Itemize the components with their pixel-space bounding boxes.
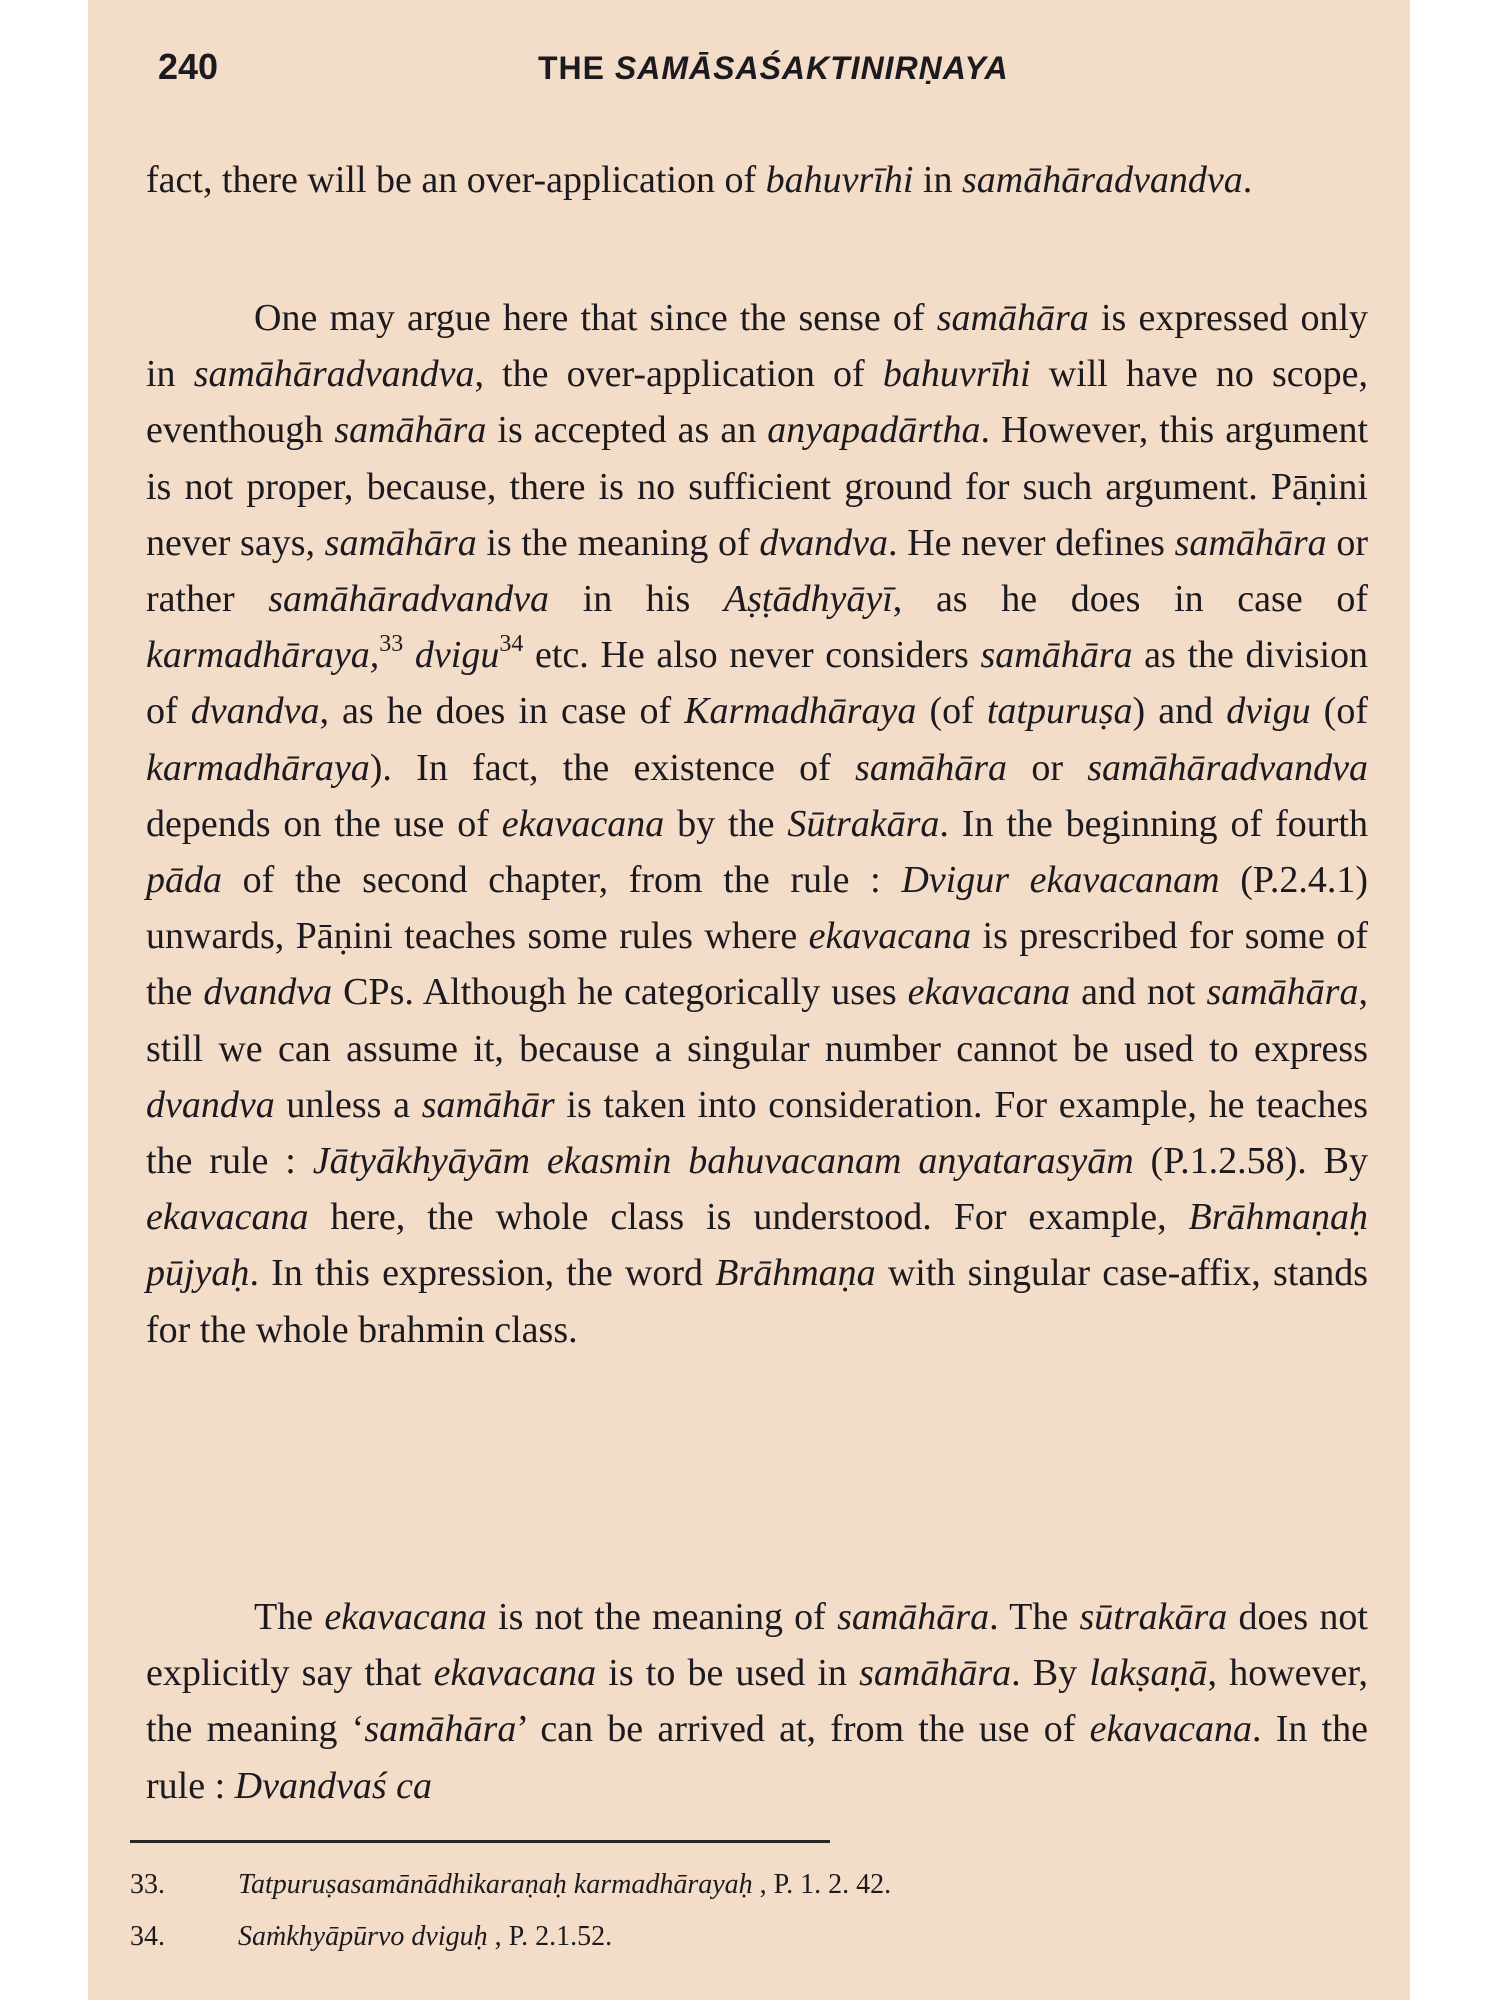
- italic-term: ekavacana: [433, 1652, 597, 1695]
- italic-term: pāda: [146, 859, 222, 902]
- text-run: One may argue here that since the sense of: [254, 297, 937, 339]
- text-run: (P.1.2.58). By: [1133, 1140, 1369, 1183]
- italic-term: dvandva: [759, 521, 889, 564]
- italic-term: ekavacana: [501, 802, 665, 845]
- text-run: ) and: [1132, 690, 1227, 733]
- italic-term: dvigu: [1226, 690, 1311, 733]
- italic-term: karmadhāraya,: [146, 634, 380, 677]
- text-run: here, the whole class is understood. For example,: [308, 1196, 1189, 1239]
- italic-term: karmadhāraya: [146, 746, 370, 789]
- footnote-text: [238, 1920, 612, 1954]
- footnote-divider: [130, 1840, 830, 1843]
- text-run: The: [254, 1596, 325, 1638]
- footnote-number: 33.: [130, 1869, 165, 1900]
- italic-term: ekavacana: [907, 971, 1071, 1014]
- text-run: and not: [1070, 971, 1207, 1014]
- italic-term: Karmadhāraya: [684, 690, 917, 733]
- italic-term: sūtrakāra: [1079, 1596, 1228, 1638]
- italic-term: bahuvrīhi: [765, 159, 914, 201]
- italic-term: Dvigur ekavacanam: [901, 859, 1220, 902]
- text-run: is to be used in: [596, 1652, 860, 1695]
- text-run: , as he does in case of: [892, 578, 1369, 621]
- text-run: is the meaning of: [476, 521, 760, 564]
- text-run: . The: [989, 1596, 1080, 1638]
- italic-term: lakṣaṇā: [1089, 1652, 1208, 1695]
- italic-term: dvigu: [414, 634, 500, 677]
- italic-term: Dvandvaś ca: [234, 1764, 432, 1807]
- text-run: (P.2.4.1) unwards, Pāṇini teaches some rules where: [146, 859, 1368, 958]
- footnote-marker[interactable]: 33: [379, 631, 404, 658]
- italic-term: samāhāra: [1206, 971, 1359, 1014]
- italic-term: samāhāra: [980, 634, 1133, 677]
- footnote-text: [238, 1868, 891, 1902]
- italic-term: samāhāradvandva: [961, 159, 1243, 201]
- italic-term: Jātyākhyāyām ekasmin bahuvacanam anyatarasyām: [312, 1140, 1134, 1183]
- italic-term: samāhāradvandva: [268, 578, 550, 621]
- italic-term: samāhāra: [1174, 521, 1327, 564]
- italic-term: Brāhmaṇa: [715, 1252, 876, 1295]
- italic-term: dvandva: [203, 971, 333, 1014]
- book-page: [88, 0, 1410, 2000]
- text-run: is taken into consideration. For example, he teaches the rule :: [146, 1083, 1368, 1183]
- italic-term: samāhāradvandva: [1087, 746, 1369, 789]
- footnote-reference: , P. 1. 2. 42.: [752, 1869, 892, 1900]
- text-run: ). In fact, the existence of: [369, 746, 856, 789]
- text-run: does not explicitly say that: [146, 1596, 1368, 1695]
- running-title: [538, 50, 1009, 87]
- italic-term: dvandva: [190, 690, 320, 733]
- italic-term: samāhāra: [837, 1596, 990, 1638]
- italic-term: tatpuruṣa: [986, 690, 1133, 733]
- italic-term: ekavacana: [146, 1196, 309, 1239]
- text-run: unless a: [274, 1083, 422, 1126]
- text-run: or: [1007, 746, 1088, 789]
- italic-term: samāhāra: [859, 1652, 1012, 1695]
- text-run: . By: [1011, 1652, 1090, 1695]
- italic-term: Aṣṭādhyāyī: [723, 578, 893, 621]
- text-run: in: [913, 159, 962, 201]
- text-run: . He never defines: [888, 521, 1175, 564]
- text-run: . In this expression, the word: [249, 1252, 716, 1295]
- text-run: depends on the use of: [146, 802, 502, 845]
- footnote-reference: , P. 2.1.52.: [487, 1921, 613, 1952]
- italic-term: dvandva: [146, 1083, 275, 1126]
- text-run: [403, 634, 415, 676]
- footnote-citation: Tatpuruṣasamānādhikaraṇaḥ karmadhārayaḥ: [238, 1869, 753, 1900]
- text-run: in his: [549, 578, 724, 621]
- text-run: , still we can assume it, because a singular number cannot be used to express: [146, 971, 1368, 1070]
- text-run: as the division of: [146, 634, 1369, 733]
- text-run: by the: [664, 802, 788, 845]
- italic-term: samāhāra: [936, 297, 1089, 339]
- text-run: (of: [1310, 690, 1368, 733]
- footnote-marker[interactable]: 34: [499, 631, 524, 658]
- text-run: . In the rule :: [146, 1708, 1368, 1807]
- text-run: is accepted as an: [486, 409, 768, 452]
- text-run: . In the beginning of fourth: [939, 802, 1368, 845]
- italic-term: ekavacana: [1089, 1708, 1253, 1751]
- text-run: of the second chapter, from the rule :: [222, 859, 902, 902]
- footnote-number: 34.: [130, 1921, 165, 1952]
- page-header: [158, 40, 1288, 100]
- italic-term: Sūtrakāra: [787, 802, 940, 845]
- text-run: CPs. Although he categorically uses: [332, 971, 908, 1014]
- text-run: , however, the meaning ‘: [146, 1652, 1369, 1751]
- text-run: is not the meaning of: [486, 1596, 838, 1638]
- text-run: , the over-application of: [474, 353, 883, 396]
- paragraph-3: [146, 1589, 1368, 1814]
- italic-term: ekavacana: [324, 1596, 487, 1638]
- text-run: . However, this argument is not proper, because, there is no sufficient ground for such argument. Pāṇini never says,: [146, 409, 1369, 564]
- text-run: is prescribed for some of the: [146, 915, 1368, 1014]
- italic-term: samāhār: [421, 1083, 555, 1126]
- italic-term: anyapadārtha: [767, 409, 981, 452]
- text-run: ’ can be arrived at, from the use of: [516, 1708, 1090, 1751]
- paragraph-1: [146, 152, 1368, 208]
- italic-term: Brāhmaṇaḥ pūjyaḥ: [146, 1196, 1368, 1295]
- italic-term: samāhāradvandva: [193, 353, 475, 396]
- text-run: will have no scope, eventhough: [146, 353, 1369, 452]
- text-run: .: [1242, 159, 1253, 201]
- running-title-prefix: THE: [538, 50, 605, 86]
- text-run: etc. He also never considers: [523, 634, 981, 677]
- italic-term: samāhāra: [364, 1708, 517, 1751]
- italic-term: samāhāra: [334, 409, 487, 452]
- text-run: or rather: [146, 521, 1368, 621]
- italic-term: ekavacana: [808, 915, 972, 958]
- footnote-citation: Saṁkhyāpūrvo dviguḥ: [238, 1921, 488, 1952]
- text-run: fact, there will be an over-application of: [146, 159, 766, 201]
- italic-term: bahuvrīhi: [882, 353, 1031, 396]
- text-run: (of: [916, 690, 987, 733]
- text-run: , as he does in case of: [319, 690, 685, 733]
- paragraph-2: [146, 290, 1368, 1358]
- page-number: 240: [158, 46, 219, 87]
- text-run: is expressed only in: [146, 297, 1369, 396]
- running-title-main: SAMĀSAŚAKTINIRṆAYA: [614, 50, 1009, 86]
- italic-term: samāhāra: [855, 746, 1008, 789]
- text-run: with singular case-affix, stands for the whole brahmin class.: [146, 1252, 1368, 1351]
- italic-term: samāhāra: [324, 521, 477, 564]
